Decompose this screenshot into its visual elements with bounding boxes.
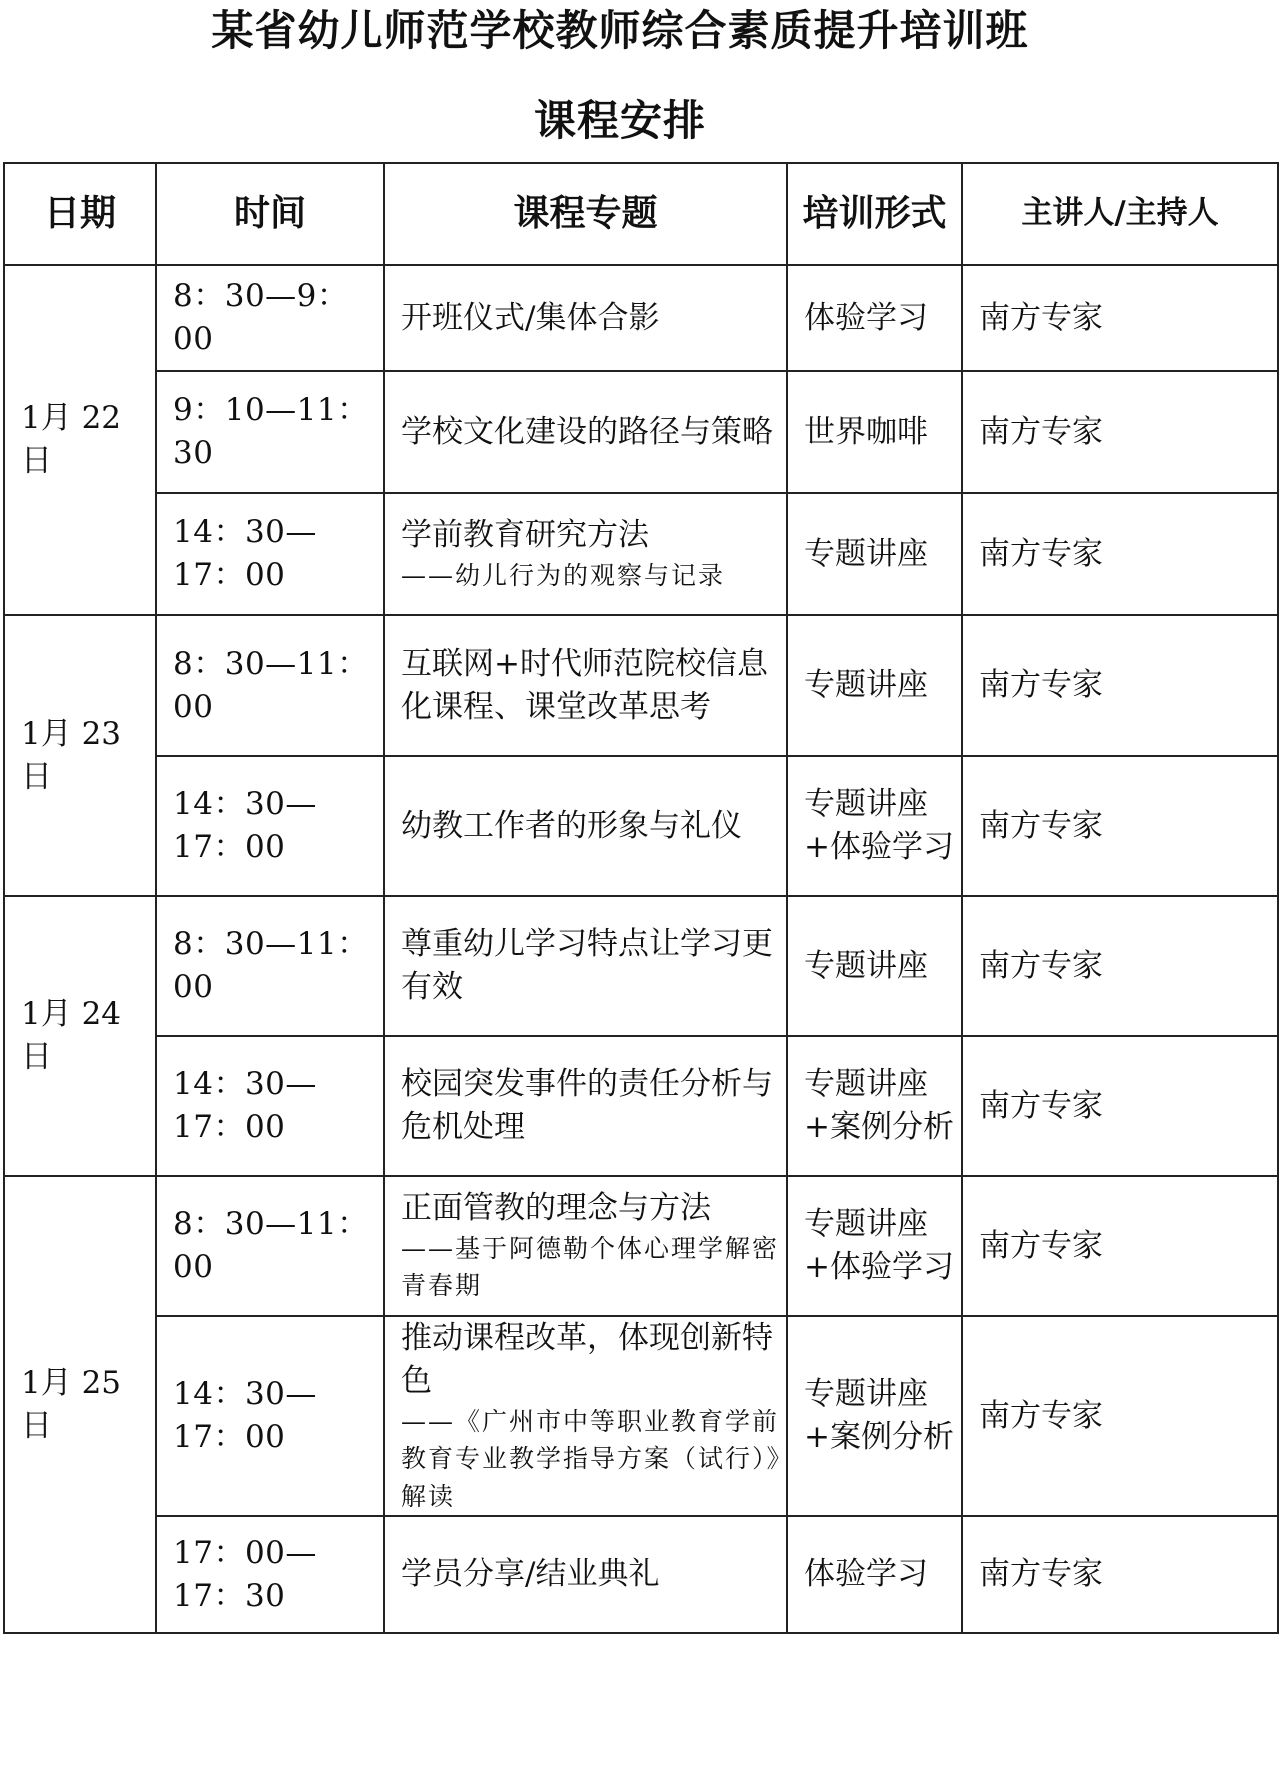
header-row [4,163,1278,265]
cell-format: 世界咖啡 [787,371,962,493]
cell-topic [384,756,787,896]
cell-speaker: 南方专家 [962,615,1278,756]
cell-format: 专题讲座 [787,615,962,756]
topic-title: 互联网+时代师范院校信息化课程、课堂改革思考 [401,645,768,725]
table-row [4,756,1278,896]
cell-topic [384,371,787,493]
cell-speaker: 南方专家 [962,1176,1278,1316]
cell-speaker: 南方专家 [962,1516,1278,1633]
document-subtitle: 课程安排 [533,96,706,145]
topic-title: 学员分享/结业典礼 [401,1556,660,1593]
cell-time: 14：30—17：00 [156,493,384,615]
cell-date: 1月 25 日 [4,1176,156,1633]
table-row [4,896,1278,1036]
cell-time: 14：30—17：00 [156,1316,384,1516]
table-row [4,615,1278,756]
table-row [4,371,1278,493]
cell-date: 1月 22 日 [4,265,156,615]
topic-title: 幼教工作者的形象与礼仪 [401,807,742,844]
topic-title: 开班仪式/集体合影 [401,299,660,336]
topic-title: 学前教育研究方法 [401,516,649,553]
table-row [4,1176,1278,1316]
schedule-table [3,162,1279,1634]
cell-time: 8：30—11：00 [156,615,384,756]
table-row [4,1316,1278,1516]
header-topic: 课程专题 [384,163,787,265]
topic-title: 正面管教的理念与方法 [401,1190,711,1227]
cell-format: 专题讲座+体验学习 [787,1176,962,1316]
topic-title: 推动课程改革，体现创新特色 [401,1320,773,1399]
cell-topic [384,1316,787,1516]
cell-topic [384,896,787,1036]
cell-date: 1月 24 日 [4,896,156,1176]
cell-speaker: 南方专家 [962,371,1278,493]
topic-subtitle: ——基于阿德勒个体心理学解密青春期 [401,1233,780,1301]
cell-time: 14：30—17：00 [156,756,384,896]
topic-subtitle: ——《广州市中等职业教育学前教育专业教学指导方案（试行）》解读 [401,1406,782,1511]
cell-speaker: 南方专家 [962,756,1278,896]
cell-format: 专题讲座+案例分析 [787,1036,962,1176]
cell-speaker: 南方专家 [962,896,1278,1036]
cell-time: 8：30—11：00 [156,896,384,1036]
cell-topic [384,615,787,756]
cell-topic [384,1176,787,1316]
topic-title: 校园突发事件的责任分析与危机处理 [401,1066,773,1145]
cell-time: 8：30—11：00 [156,1176,384,1316]
table-row [4,1036,1278,1176]
document-title: 某省幼儿师范学校教师综合素质提升培训班 [211,6,1029,55]
header-time: 时间 [156,163,384,265]
cell-format: 专题讲座 [787,493,962,615]
cell-time: 8：30—9：00 [156,265,384,371]
topic-title: 学校文化建设的路径与策略 [401,413,773,450]
cell-time: 17：00—17：30 [156,1516,384,1633]
cell-date: 1月 23 日 [4,615,156,896]
cell-speaker: 南方专家 [962,1036,1278,1176]
cell-topic [384,265,787,371]
cell-topic [384,1516,787,1633]
cell-speaker: 南方专家 [962,493,1278,615]
cell-topic [384,1036,787,1176]
cell-format: 体验学习 [787,265,962,371]
header-date: 日期 [4,163,156,265]
cell-format: 体验学习 [787,1516,962,1633]
topic-title: 尊重幼儿学习特点让学习更有效 [401,926,773,1005]
cell-format: 专题讲座+体验学习 [787,756,962,896]
cell-topic [384,493,787,615]
cell-speaker: 南方专家 [962,265,1278,371]
cell-speaker: 南方专家 [962,1316,1278,1516]
topic-subtitle: ——幼儿行为的观察与记录 [401,560,726,590]
cell-format: 专题讲座 [787,896,962,1036]
table-row [4,265,1278,371]
cell-time: 9：10—11：30 [156,371,384,493]
header-speaker: 主讲人/主持人 [962,163,1278,265]
cell-format: 专题讲座+案例分析 [787,1316,962,1516]
table-row [4,493,1278,615]
cell-time: 14：30—17：00 [156,1036,384,1176]
table-row [4,1516,1278,1633]
header-format: 培训形式 [787,163,962,265]
